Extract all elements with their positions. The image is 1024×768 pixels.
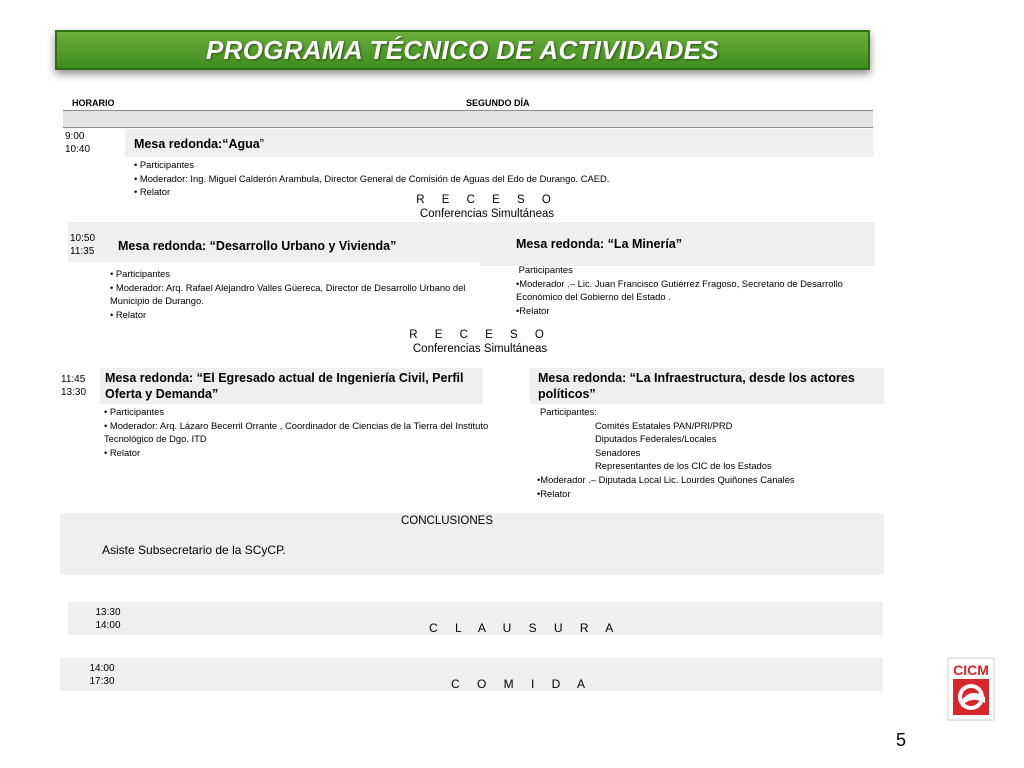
block1-title-main: Mesa redonda:“Agua xyxy=(134,137,260,151)
clausura-time xyxy=(78,606,138,632)
receso-2-sub: Conferencias Simultáneas xyxy=(412,343,548,355)
block2-left-title: Mesa redonda: “Desarrollo Urbano y Vivienda” xyxy=(118,239,397,253)
comida-time-start: 14:00 xyxy=(89,663,115,674)
conclusiones-note: Asiste Subsecretario de la SCyCP. xyxy=(102,543,286,557)
block2-time-end: 11:35 xyxy=(70,246,95,257)
block3-time xyxy=(61,373,86,399)
block1-title xyxy=(134,136,264,152)
block3-time-start: 11:45 xyxy=(61,374,86,385)
block1-moderator: • Moderador: Ing. Miguel Calderón Arambula, Director General de Comisión de Aguas del Edo de Durango. CAED. xyxy=(134,172,610,184)
conclusiones-label: CONCLUSIONES xyxy=(401,515,494,527)
header-dia: SEGUNDO DÍA xyxy=(466,98,530,108)
block2-left-details xyxy=(110,267,470,321)
block3-left-participants: • Participantes xyxy=(104,406,165,417)
comida-label: C O M I D A xyxy=(451,677,593,691)
page-title: PROGRAMA TÉCNICO DE ACTIVIDADES xyxy=(206,34,719,65)
block2-left-participants: • Participantes xyxy=(110,268,171,279)
block3-left-moderator: • Moderador: Arq. Lázaro Becerril Orrante , Coordinador de Ciencias de la Tierra del Instituto Tecnológico de Dgo. ITD xyxy=(104,419,489,445)
block3-left-relator: • Relator xyxy=(104,446,141,458)
block3-right-relator: •Relator xyxy=(537,487,571,499)
block2-right-details xyxy=(516,263,886,317)
page-number: 5 xyxy=(896,730,907,750)
block1-participants: • Participantes xyxy=(134,159,195,170)
block2-right-participants: Participantes xyxy=(516,264,573,275)
block1-time-end: 10:40 xyxy=(65,144,91,155)
cicm-logo-text: CICM xyxy=(953,662,989,678)
receso-1-sub: Conferencias Simultáneas xyxy=(419,208,555,220)
receso-2 xyxy=(380,328,580,356)
block3-right-participant-1: Comités Estatales PAN/PRI/PRD xyxy=(595,419,733,431)
block3-right-moderator: •Moderador .– Diputada Local Lic. Lourdes Quiñones Canales xyxy=(537,473,795,485)
block1-time xyxy=(65,130,90,156)
header-divider-bottom xyxy=(63,127,873,128)
block3-right-participant-4: Representantes de los CIC de los Estados xyxy=(595,460,772,472)
receso-1 xyxy=(387,193,587,221)
block3-right-title: Mesa redonda: “La Infraestructura, desde los actores políticos” xyxy=(538,371,855,401)
block3-left-details xyxy=(104,405,489,459)
block2-right-title: Mesa redonda: “La Minería” xyxy=(516,237,683,251)
header-band xyxy=(63,111,873,127)
block3-right-details xyxy=(537,405,882,500)
clausura-time-start: 13:30 xyxy=(95,607,121,618)
block2-right-moderator: •Moderador .– Lic. Juan Francisco Gutiérrez Fragoso, Secretario de Desarrollo Económico del Gobierno del Estado . xyxy=(516,277,843,303)
block1-title-quote: ” xyxy=(259,137,264,151)
receso-2-label: R E C E S O xyxy=(409,329,551,341)
block1-relator: • Relator xyxy=(134,186,171,198)
block2-left-moderator: • Moderador: Arq. Rafael Alejandro Valles Güereca, Director de Desarrollo Urbano del Municipio de Durango. xyxy=(110,281,466,307)
block3-right-participant-3: Senadores xyxy=(595,446,641,458)
block2-left-relator: • Relator xyxy=(110,308,147,320)
block2-time-start: 10:50 xyxy=(70,233,96,244)
cicm-logo xyxy=(947,657,995,721)
header-horario: HORARIO xyxy=(72,98,115,108)
block2-time xyxy=(70,232,95,258)
comida-time xyxy=(72,662,132,688)
comida-time-end: 17:30 xyxy=(89,676,115,687)
block2-right-relator: •Relator xyxy=(516,304,550,316)
block1-time-start: 9:00 xyxy=(65,131,85,142)
block3-left-title: Mesa redonda: “El Egresado actual de Ingeniería Civil, Perfil Oferta y Demanda” xyxy=(105,371,464,401)
clausura-label: C L A U S U R A xyxy=(429,621,621,635)
block3-time-end: 13:30 xyxy=(61,387,87,398)
clausura-time-end: 14:00 xyxy=(95,620,121,631)
block3-right-participants: Participantes: xyxy=(540,406,597,417)
cicm-logo-icon xyxy=(947,657,995,721)
block3-right-participant-2: Diputados Federales/Locales xyxy=(595,433,717,445)
receso-1-label: R E C E S O xyxy=(416,194,558,206)
title-banner xyxy=(55,30,870,70)
